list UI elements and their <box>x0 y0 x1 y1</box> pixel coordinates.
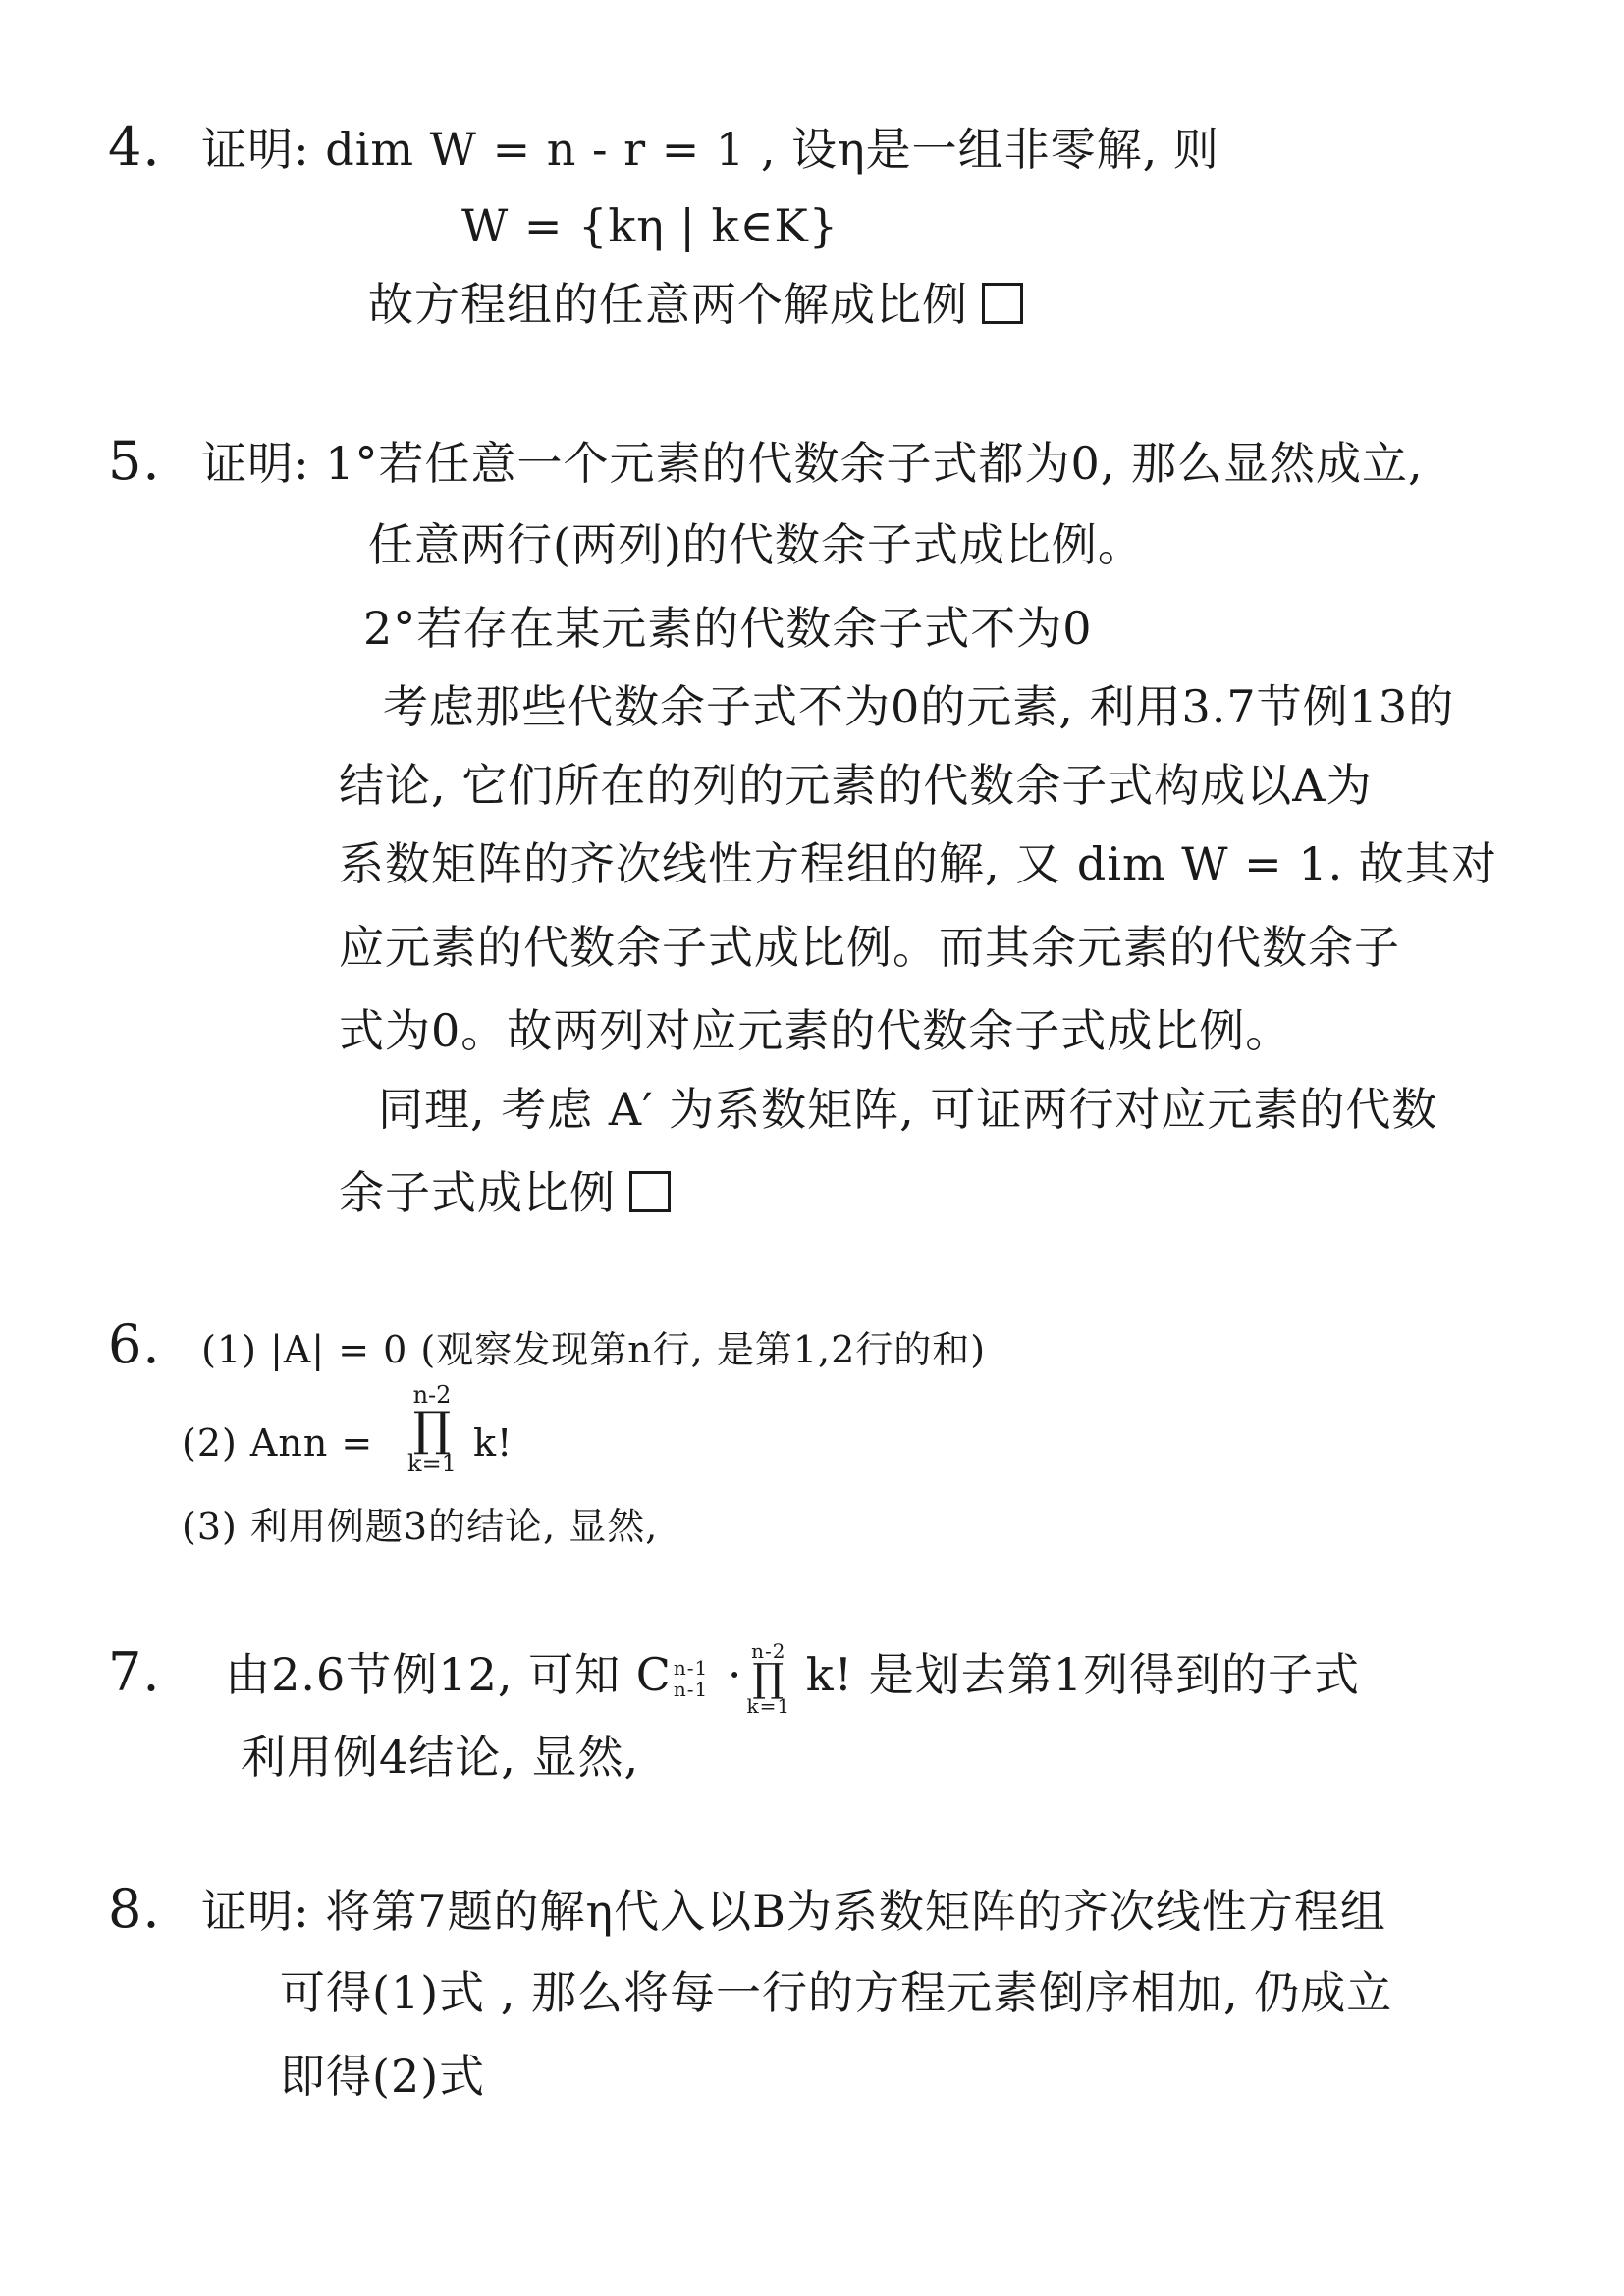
q6-number: 6. <box>108 1313 161 1375</box>
q7-prod-symbol: ∏ <box>752 1656 785 1701</box>
q5-line6: 系数矩阵的齐次线性方程组的解, 又 dim W = 1. 故其对 <box>339 837 1497 890</box>
q7-prod-bottom: k=1 <box>746 1694 791 1718</box>
q5-line8: 式为0。故两列对应元素的代数余子式成比例。 <box>339 1004 1292 1057</box>
q7-text-1-prefix: 由2.6节例12, 可知 C <box>225 1648 672 1701</box>
q6-line3: (3) 利用例题3的结论, 显然, <box>182 1505 659 1548</box>
q7-product-operator <box>747 1641 791 1716</box>
qed-box-icon <box>629 1171 671 1212</box>
q5-line4: 考虑那些代数余子式不为0的元素, 利用3.7节例13的 <box>383 680 1455 733</box>
q6-prod-bottom: k=1 <box>407 1450 457 1477</box>
q7-combination-indices <box>674 1657 708 1700</box>
q5-text-1: 证明: 1°若任意一个元素的代数余子式都为0, 那么显然成立, <box>201 437 1424 490</box>
q8-text-1: 证明: 将第7题的解η代入以B为系数矩阵的齐次线性方程组 <box>201 1885 1386 1938</box>
q8-line3: 即得(2)式 <box>280 2050 486 2103</box>
q7-comb-sub: n-1 <box>673 1678 709 1701</box>
q5-number: 5. <box>108 430 161 492</box>
q8-line2: 可得(1)式 , 那么将每一行的方程元素倒序相加, 仍成立 <box>280 1966 1393 2019</box>
q6-product-operator <box>403 1382 461 1476</box>
q7-line2: 利用例4结论, 显然, <box>241 1731 640 1784</box>
q8-line1 <box>108 1880 1386 1941</box>
q4-line3 <box>368 275 1023 334</box>
q5-line1 <box>108 432 1424 493</box>
q6-prod-symbol: ∏ <box>412 1402 452 1457</box>
q5-line10 <box>339 1163 671 1222</box>
qed-box-icon <box>982 283 1023 324</box>
q7-comb-sup: n-1 <box>673 1656 709 1680</box>
q5-line2: 任意两行(两列)的代数余子式成比例。 <box>368 518 1144 571</box>
q7-text-1-suffix: k! 是划去第1列得到的子式 <box>805 1648 1361 1701</box>
q7-number: 7. <box>108 1641 161 1703</box>
q7-line1: 7. 由2.6节例12, 可知 C n-1 n-1 · n-2 ∏ k=1 k! 是划去第1列得到的子式 <box>108 1639 1361 1718</box>
q5-text-10: 余子式成比例 <box>339 1166 616 1219</box>
q4-number: 4. <box>108 116 161 178</box>
q5-line9: 同理, 考虑 A′ 为系数矩阵, 可证两行对应元素的代数 <box>378 1083 1438 1136</box>
q6-line2-suffix: k! <box>473 1421 514 1465</box>
q7-prod-top: n-2 <box>751 1639 786 1663</box>
q6-text-1: (1) |A| = 0 (观察发现第n行, 是第1,2行的和) <box>201 1328 987 1371</box>
q4-line2: W = {kη | k∈K} <box>461 199 839 252</box>
q6-line2-prefix: (2) Ann = <box>182 1421 374 1465</box>
q6-prod-top: n-2 <box>412 1381 452 1409</box>
q5-line3: 2°若存在某元素的代数余子式不为0 <box>363 602 1093 655</box>
q5-line5: 结论, 它们所在的列的元素的代数余子式构成以A为 <box>339 759 1373 812</box>
q8-number: 8. <box>108 1878 161 1940</box>
q4-line1 <box>108 118 1219 179</box>
q4-text-3: 故方程组的任意两个解成比例 <box>368 278 968 331</box>
q6-line1 <box>108 1315 986 1379</box>
q5-line7: 应元素的代数余子式成比例。而其余元素的代数余子 <box>339 921 1400 974</box>
q4-text-1: 证明: dim W = n - r = 1 , 设η是一组非零解, 则 <box>201 123 1219 176</box>
